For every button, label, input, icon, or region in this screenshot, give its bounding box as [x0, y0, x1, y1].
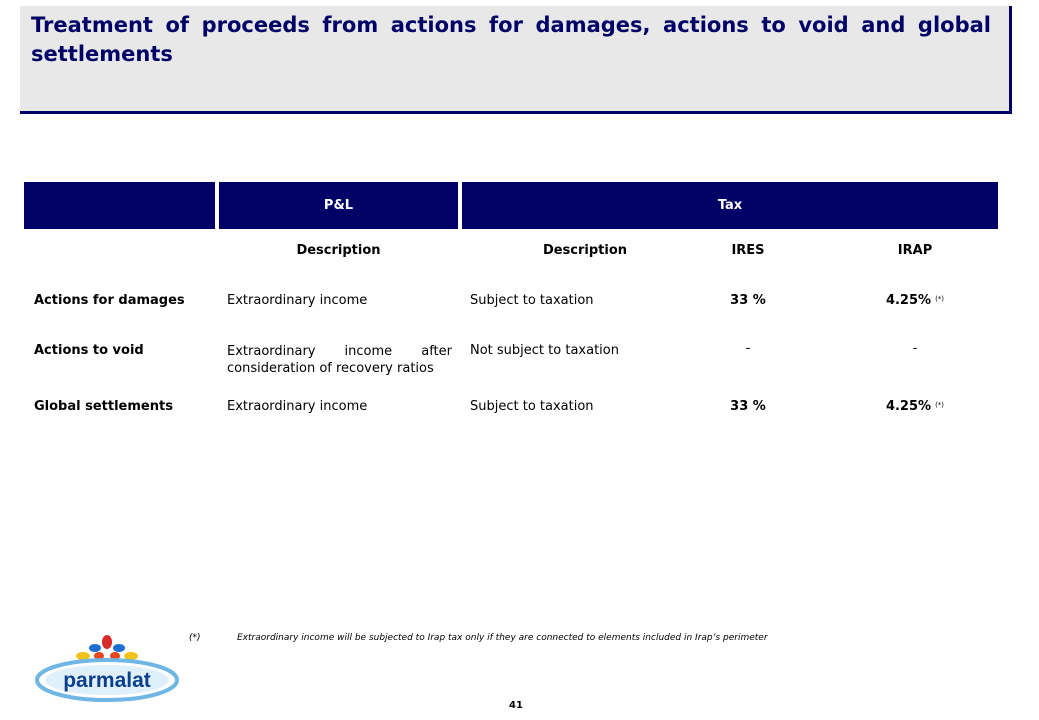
row-label: Global settlements [34, 399, 173, 414]
row-tax: Subject to taxation [470, 293, 594, 308]
footnote-marker: (*) [189, 633, 201, 643]
header-tax: Tax [462, 182, 998, 229]
page-number: 41 [509, 700, 523, 711]
row-irap-value: 4.25% [885, 293, 932, 308]
row-pl: Extraordinary income [227, 293, 368, 308]
logo-petal-icon [89, 644, 101, 652]
row-irap: - [912, 341, 918, 356]
row-ires: 33 % [730, 399, 766, 414]
subheader-pl-description: Description [296, 243, 381, 258]
subheader-ires: IRES [731, 243, 765, 258]
row-irap [850, 399, 980, 414]
row-pl: Extraordinary income [227, 399, 368, 414]
subheader-irap: IRAP [897, 243, 933, 258]
row-ires: 33 % [730, 293, 766, 308]
page-title: Treatment of proceeds from actions for damages, actions to void and global settlements [31, 13, 991, 66]
row-irap-note: (*) [935, 401, 945, 409]
header-pl: P&L [219, 182, 458, 229]
logo-text: parmalat [63, 669, 151, 692]
row-ires: - [745, 341, 751, 356]
header-blank [24, 182, 215, 229]
row-irap-value: 4.25% [885, 399, 932, 414]
row-irap-note: (*) [935, 295, 945, 303]
row-label: Actions for damages [34, 293, 185, 308]
title-box [20, 6, 1012, 114]
row-label: Actions to void [34, 343, 144, 358]
logo-petal-icon [113, 644, 125, 652]
row-pl: Extraordinary income after consideration of recovery ratios [227, 344, 452, 376]
row-tax: Subject to taxation [470, 399, 594, 414]
row-irap [850, 293, 980, 308]
footnote-text: Extraordinary income will be subjected to Irap tax only if they are connected to elements included in Irap’s perimeter [237, 633, 768, 643]
logo-petal-icon [102, 635, 112, 649]
parmalat-logo [33, 630, 181, 704]
row-tax: Not subject to taxation [470, 343, 619, 358]
subheader-tax-description: Description [542, 243, 628, 258]
